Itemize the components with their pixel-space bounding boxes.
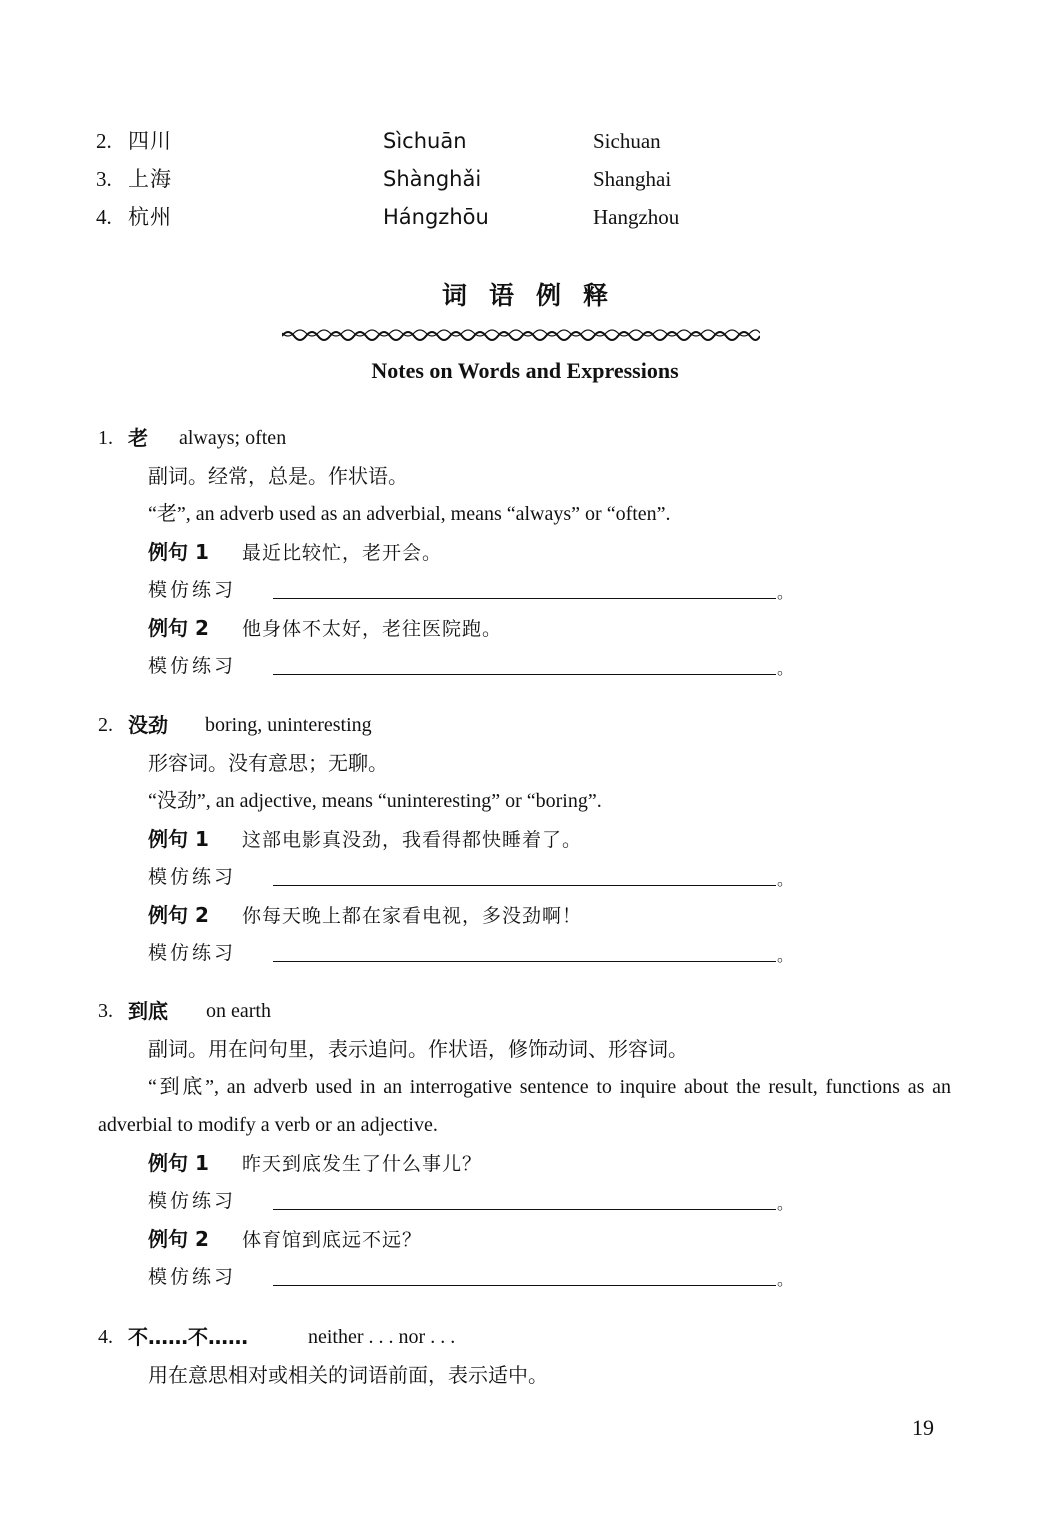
entry-gloss: neither . . . nor . . . xyxy=(308,1326,456,1348)
entry-header xyxy=(98,992,958,1030)
list-item xyxy=(96,198,736,236)
practice-blank[interactable] xyxy=(273,598,776,599)
practice-row xyxy=(98,1258,958,1296)
entry-word: 老 xyxy=(128,426,148,450)
example-sentence xyxy=(98,609,958,647)
item-number: 2. xyxy=(96,129,112,153)
entry-meijin xyxy=(98,706,958,972)
entry-number: 1. xyxy=(98,427,113,449)
entry-lao xyxy=(98,419,958,685)
example-sentence xyxy=(98,820,958,858)
example-label: 例句 1 xyxy=(148,540,209,564)
entry-daodi xyxy=(98,992,958,1296)
practice-row xyxy=(98,858,958,896)
entry-header xyxy=(98,706,958,744)
entry-number: 2. xyxy=(98,714,113,736)
practice-row xyxy=(98,1182,958,1220)
example-label: 例句 2 xyxy=(148,616,209,640)
section-title: 词语例释 xyxy=(441,281,630,310)
english-explanation: “老”, an adverb used as an adverbial, means “always” or “often”. xyxy=(148,503,671,525)
chinese-explanation: 用在意思相对或相关的词语前面，表示适中。 xyxy=(148,1363,548,1387)
practice-blank[interactable] xyxy=(273,1209,776,1210)
period-mark: 。 xyxy=(777,1270,794,1289)
period-mark: 。 xyxy=(777,870,794,889)
entry-gloss: always; often xyxy=(179,427,287,449)
period-mark: 。 xyxy=(777,1194,794,1213)
example-sentence xyxy=(98,896,958,934)
practice-label: 模仿练习 xyxy=(148,942,237,964)
period-mark: 。 xyxy=(777,583,794,602)
page-number: 19 xyxy=(912,1415,934,1440)
item-number: 3. xyxy=(96,167,112,191)
decorative-wave-divider xyxy=(282,324,760,342)
example-text: 你每天晚上都在家看电视，多没劲啊！ xyxy=(242,905,583,927)
english-explanation: “没劲”, an adjective, means “uninteresting” or “boring”. xyxy=(148,790,602,812)
entry-number: 4. xyxy=(98,1326,113,1348)
entry-header xyxy=(98,1318,958,1356)
example-sentence xyxy=(98,1144,958,1182)
practice-label: 模仿练习 xyxy=(148,1266,237,1288)
practice-blank[interactable] xyxy=(273,1285,776,1286)
example-label: 例句 1 xyxy=(148,827,209,851)
practice-blank[interactable] xyxy=(273,961,776,962)
place-names-list xyxy=(96,122,736,236)
english-explanation: “到底”, an adverb used in an interrogative sentence to inquire about the result, functions as an adverbial to modify a verb or an adjective. xyxy=(98,1076,951,1136)
item-number: 4. xyxy=(96,205,112,229)
period-mark: 。 xyxy=(777,946,794,965)
chinese-explanation: 副词。用在问句里，表示追问。作状语，修饰动词、形容词。 xyxy=(148,1037,688,1061)
practice-blank[interactable] xyxy=(273,674,776,675)
chinese-name: 杭州 xyxy=(128,205,172,229)
entry-word: 不……不…… xyxy=(128,1325,248,1349)
period-mark: 。 xyxy=(777,659,794,678)
chinese-name: 上海 xyxy=(128,167,172,191)
example-sentence xyxy=(98,1220,958,1258)
practice-label: 模仿练习 xyxy=(148,1190,237,1212)
example-label: 例句 2 xyxy=(148,903,209,927)
example-text: 体育馆到底远不远？ xyxy=(242,1229,423,1251)
pinyin: Shànghǎi xyxy=(383,167,482,191)
entry-number: 3. xyxy=(98,1000,113,1022)
practice-blank[interactable] xyxy=(273,885,776,886)
practice-row xyxy=(98,934,958,972)
entry-word: 到底 xyxy=(128,999,168,1023)
english-name: Sichuan xyxy=(593,129,661,153)
pinyin: Sìchuān xyxy=(383,129,467,153)
example-text: 最近比较忙，老开会。 xyxy=(242,542,443,564)
entry-header xyxy=(98,419,958,457)
pinyin: Hángzhōu xyxy=(383,205,489,229)
practice-label: 模仿练习 xyxy=(148,866,237,888)
entry-bu-bu xyxy=(98,1318,958,1394)
example-text: 这部电影真没劲，我看得都快睡着了。 xyxy=(242,829,583,851)
example-text: 昨天到底发生了什么事儿？ xyxy=(242,1153,483,1175)
chinese-explanation: 副词。经常，总是。作状语。 xyxy=(148,464,408,488)
example-label: 例句 2 xyxy=(148,1227,209,1251)
practice-label: 模仿练习 xyxy=(148,579,237,601)
example-sentence xyxy=(98,533,958,571)
english-name: Shanghai xyxy=(593,167,672,191)
chinese-name: 四川 xyxy=(128,129,172,153)
chinese-explanation: 形容词。没有意思；无聊。 xyxy=(148,751,388,775)
section-subtitle: Notes on Words and Expressions xyxy=(371,358,679,383)
practice-row xyxy=(98,571,958,609)
example-label: 例句 1 xyxy=(148,1151,209,1175)
list-item xyxy=(96,122,736,160)
example-text: 他身体不太好，老往医院跑。 xyxy=(242,618,503,640)
entry-gloss: on earth xyxy=(206,1000,271,1022)
practice-row xyxy=(98,647,958,685)
practice-label: 模仿练习 xyxy=(148,655,237,677)
entry-gloss: boring, uninteresting xyxy=(205,714,372,736)
entry-word: 没劲 xyxy=(128,713,168,737)
english-name: Hangzhou xyxy=(593,205,680,229)
list-item xyxy=(96,160,736,198)
